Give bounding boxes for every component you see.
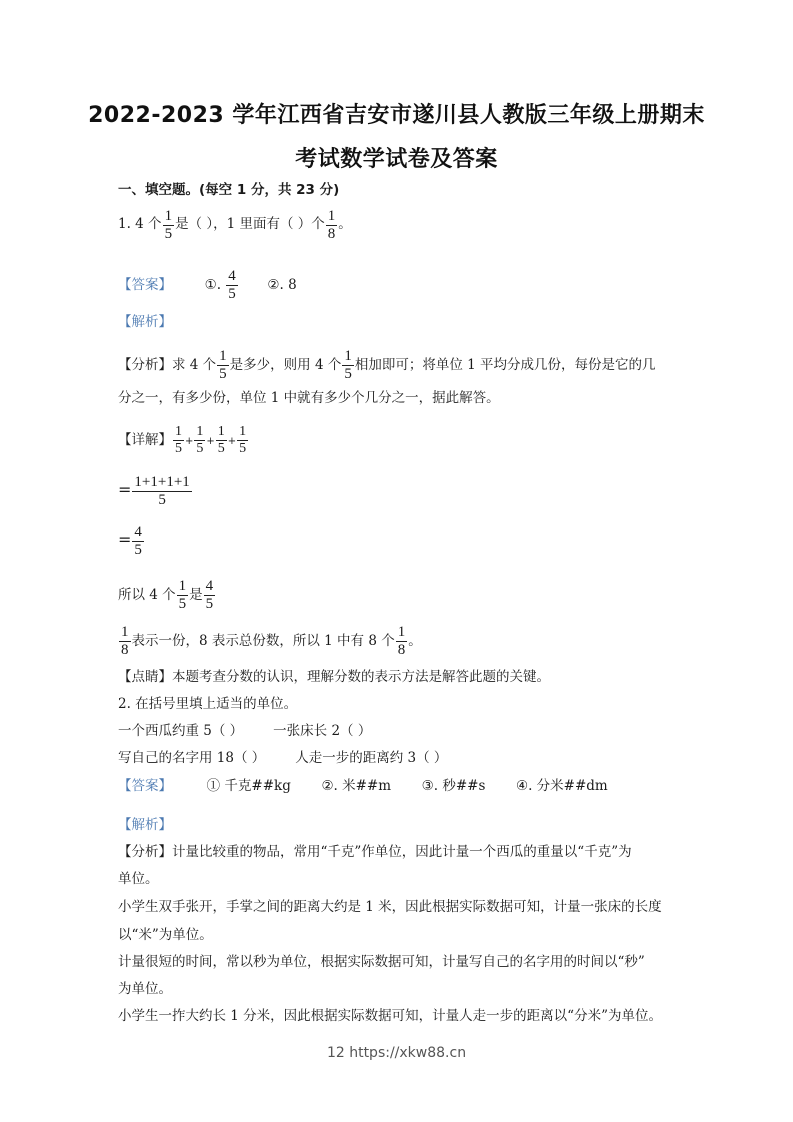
question-1-answer: 【答案】 ①. $\frac{4}{5}$ ②. 8 xyxy=(118,268,297,302)
question-2-para4-line1: 小学生一拃大约长 1 分米，因此根据实际数据可知，计量人走一步的距离以“分米”为单位。 xyxy=(118,1008,662,1024)
question-2-fenxi: 【分析】计量比较重的物品，常用“千克”作单位，因此计量一个西瓜的重量以“千克”为 xyxy=(118,844,632,860)
question-1-eighth-line: $\frac{1}{8}$ 表示一份，8 表示总份数，所以 1 中有 8 个 $\frac{1}{8}$ 。 xyxy=(121,624,422,658)
fraction: $\frac{1+1+1+1}{5}$ xyxy=(134,474,190,508)
section-heading: 一、填空题。(每空 1 分，共 23 分) xyxy=(118,182,340,198)
answer-tag: 【答案】 xyxy=(118,778,172,794)
answer-tag: 【答案】 xyxy=(118,277,172,293)
fraction: $\frac{1}{8}$ xyxy=(327,208,336,242)
page-footer: 12 https://xkw88.cn xyxy=(326,1045,467,1061)
question-2-para3-line2: 为单位。 xyxy=(118,981,172,997)
question-2-para2-line2: 以“米”为单位。 xyxy=(118,927,213,943)
fraction: $\frac{1}{5}$ xyxy=(219,348,227,382)
fraction: $\frac{4}{5}$ xyxy=(134,524,142,558)
fraction: $\frac{4}{5}$ xyxy=(205,578,214,612)
fraction: $\frac{1}{5}$ xyxy=(217,424,225,456)
question-1-xiangjie: 【详解】 $\frac{1}{5}$ + $\frac{1}{5}$ + $\frac{1}{5}$ + $\frac{1}{5}$ xyxy=(118,424,247,456)
question-1-fenxi: 【分析】求 4 个 $\frac{1}{5}$ 是多少，则用 4 个 $\frac{1}{5}$ 相加即可；将单位 1 平均分成几份，每份是它的几 xyxy=(118,348,656,382)
fraction: $\frac{1}{8}$ xyxy=(397,624,406,658)
fraction: $\frac{4}{5}$ xyxy=(228,268,236,302)
analysis-tag: 【解析】 xyxy=(118,314,172,330)
question-2-para3-line1: 计量很短的时间，常以秒为单位，根据实际数据可知，计量写自己的名字用的时间以“秒” xyxy=(118,954,645,970)
question-2-para2-line1: 小学生双手张开，手掌之间的距离大约是 1 米，因此根据实际数据可知，计量一张床的长度 xyxy=(118,899,662,915)
fraction: $\frac{1}{5}$ xyxy=(164,208,173,242)
question-2-fenxi-line2: 单位。 xyxy=(118,871,159,887)
question-2-row2: 写自己的名字用 18（ ） 人走一步的距离约 3（ ） xyxy=(118,750,448,766)
fraction: $\frac{1}{5}$ xyxy=(239,424,247,456)
question-1-stem: 1. 4 个 $\frac{1}{5}$ 是（ ），1 里面有（ ）个 $\frac{1}{8}$ 。 xyxy=(118,208,352,242)
question-1-fenxi-line2: 分之一，有多少份，单位 1 中就有多少个几分之一，据此解答。 xyxy=(118,390,500,406)
question-2-row1: 一个西瓜约重 5（ ） 一张床长 2（ ） xyxy=(118,723,372,739)
question-1-dianjing: 【点睛】本题考查分数的认识，理解分数的表示方法是解答此题的关键。 xyxy=(118,669,550,685)
fraction: $\frac{1}{5}$ xyxy=(344,348,352,382)
question-2-stem: 2. 在括号里填上适当的单位。 xyxy=(118,696,298,712)
question-1-conclusion: 所以 4 个 $\frac{1}{5}$ 是 $\frac{4}{5}$ xyxy=(118,578,214,612)
question-2-answer: 【答案】 ① 千克##kg ②. 米##m ③. 秒##s ④. 分米##dm xyxy=(118,778,608,794)
fraction: $\frac{1}{5}$ xyxy=(196,424,204,456)
question-1-step2: = $\frac{1+1+1+1}{5}$ xyxy=(118,474,190,508)
fraction: $\frac{1}{8}$ xyxy=(121,624,129,658)
question-1-step3: = $\frac{4}{5}$ xyxy=(118,524,142,558)
fraction: $\frac{1}{5}$ xyxy=(175,424,182,456)
document-title-line2: 考试数学试卷及答案 xyxy=(295,147,498,172)
fraction: $\frac{1}{5}$ xyxy=(178,578,187,612)
document-title-line1: 2022-2023 学年江西省吉安市遂川县人教版三年级上册期末 xyxy=(88,103,705,128)
analysis-tag: 【解析】 xyxy=(118,817,172,833)
